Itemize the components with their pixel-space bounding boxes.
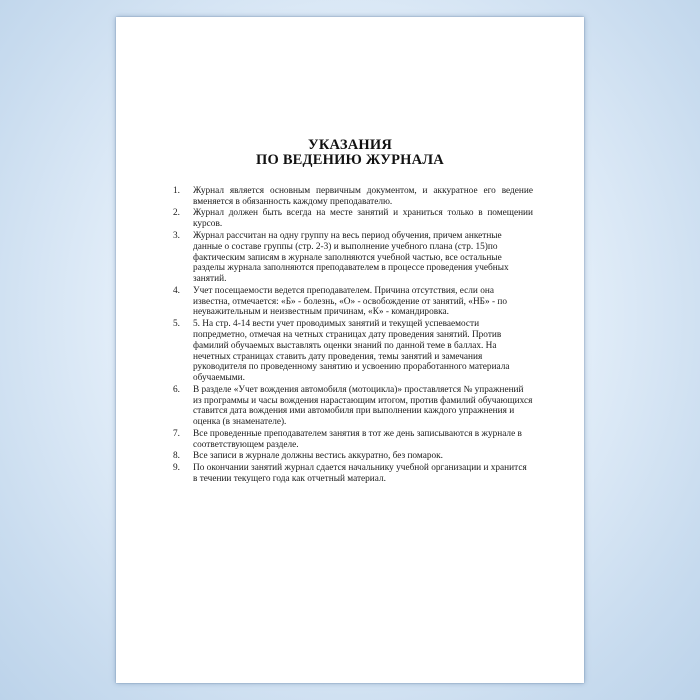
rule-number: 4. <box>173 285 180 296</box>
rule-item <box>173 451 533 462</box>
rule-item <box>173 208 533 230</box>
rule-number: 1. <box>173 186 180 196</box>
document-page <box>116 17 584 683</box>
rule-text: Журнал является основным первичным документом, и аккуратное его ведение вменяется в обязанность каждому преподавателю. <box>193 186 533 207</box>
rule-item <box>173 286 533 318</box>
title-line-2: ПО ВЕДЕНИЮ ЖУРНАЛА <box>256 152 444 168</box>
rule-item <box>173 429 533 451</box>
rule-number: 7. <box>173 428 180 439</box>
document-title <box>116 138 584 168</box>
rule-text: По окончании занятий журнал сдается начальнику учебной организации и хранится в течении текущего года как отчетный материал. <box>193 463 527 484</box>
rule-number: 6. <box>173 384 180 395</box>
rule-item <box>173 463 533 485</box>
rule-item <box>173 385 533 428</box>
rules-list <box>173 186 533 486</box>
rule-item <box>173 186 533 208</box>
rule-item <box>173 319 533 384</box>
rule-number: 3. <box>173 230 180 241</box>
rule-text: Все записи в журнале должны вестись аккуратно, без помарок. <box>193 451 443 462</box>
rule-text: Журнал рассчитан на одну группу на весь период обучения, причем анкетные данные о составе группы (стр. 2-3) и выполнение учебного плана (стр. 15)по фактическим записям в журнале заполняются учебной частью, все остальные разделы журнала заполняются преподавателем в процессе проведения учебных занятий. <box>193 230 509 285</box>
rule-number: 9. <box>173 463 180 474</box>
rule-text: Все проведенные преподавателем занятия в тот же день записываются в журнале в соответствующем разделе. <box>193 428 522 450</box>
title-line-1: УКАЗАНИЯ <box>307 137 393 153</box>
rule-number: 2. <box>173 208 180 219</box>
rule-text: В разделе «Учет вождения автомобиля (мотоцикла)» проставляется № упражнений из программы и часы вождения нарастающим итогом, против фамилий обучающихся ставится дата вождения ими автомобиля при выполнении каждого упражнения и оценка (в знаменателе). <box>193 384 533 428</box>
rule-text: 5. На стр. 4-14 вести учет проводимых занятий и текущей успеваемости попредметно, отмечая на четных страницах дату проведения занятий. Против фамилий обучаемых выставлять оценки знаний по данной теме в баллах. На нечетных страницах ставить дату проведения, темы занятий и замечания руководителя по проведенному занятию и усвоению проработанного материала обучаемыми. <box>193 319 510 384</box>
rule-item <box>173 231 533 285</box>
rule-number: 8. <box>173 451 180 462</box>
rule-number: 5. <box>173 319 180 330</box>
rule-text: Журнал должен быть всегда на месте занятий и храниться только в помещении курсов. <box>193 208 533 230</box>
rule-text: Учет посещаемости ведется преподавателем. Причина отсутствия, если она известна, отмечается: «Б» - болезнь, «О» - освобождение от занятий, «НБ» - по неуважительным и неизвестным причинам, «К» - командировка. <box>193 285 508 318</box>
